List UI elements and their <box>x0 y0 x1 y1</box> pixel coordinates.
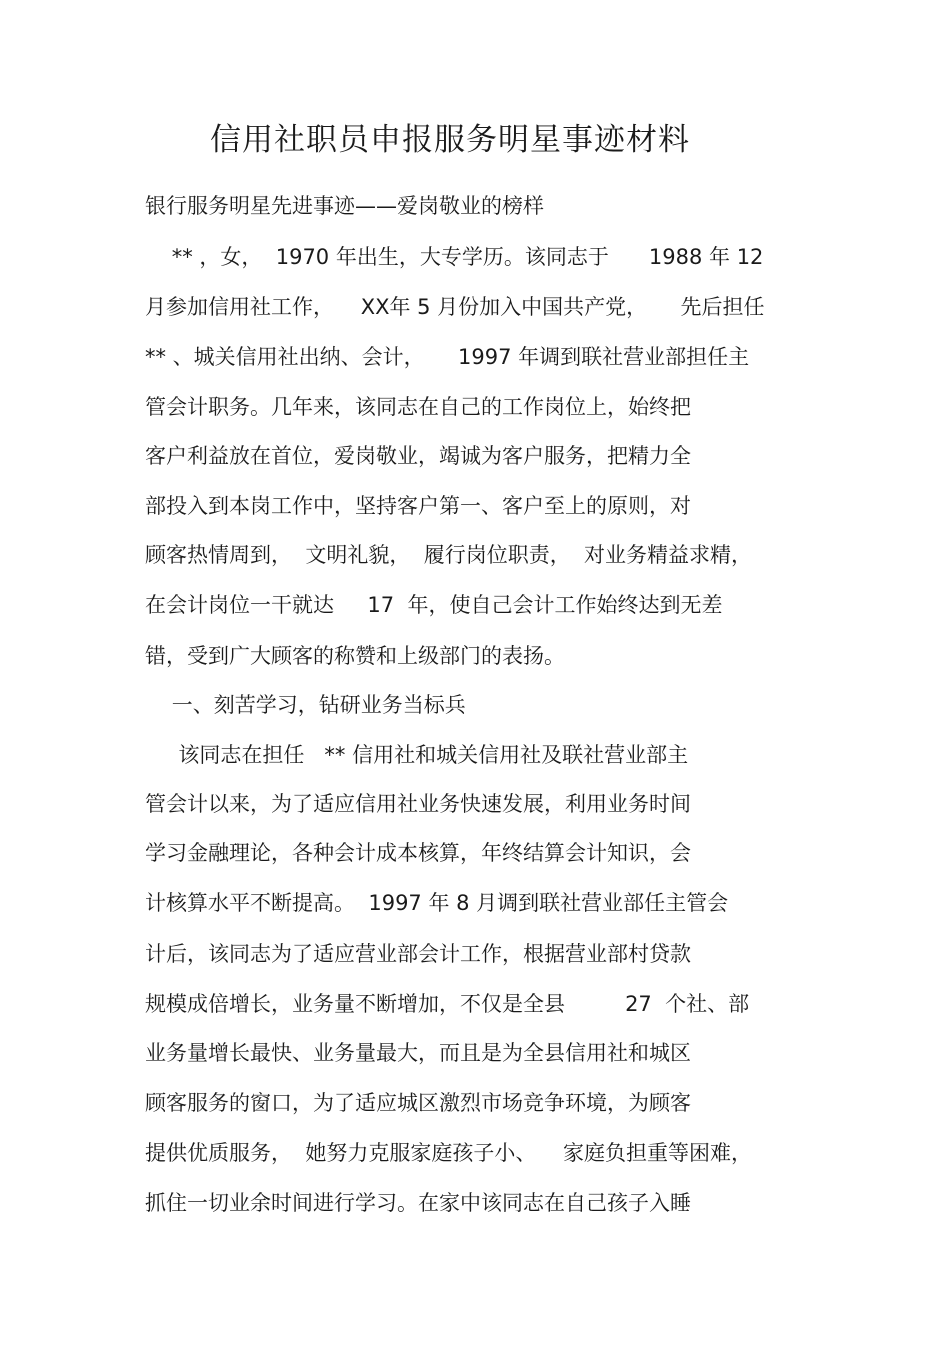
paragraph-line: 提供优质服务， 她努力克服家庭孩子小、 家庭负担重等困难， <box>145 1141 753 1165</box>
paragraph-line: ** ，女， 1970 年出生，大专学历。该同志于 1988 年 12 <box>145 245 764 269</box>
paragraph-line: 规模成倍增长，业务量不断增加，不仅是全县 27 个社、部 <box>145 992 750 1016</box>
paragraph-line: 在会计岗位一干就达 17 年，使自己会计工作始终达到无差 <box>145 593 723 617</box>
paragraph-line: 客户利益放在首位，爱岗敬业，竭诚为客户服务，把精力全 <box>145 444 691 468</box>
paragraph-line: 计后，该同志为了适应营业部会计工作，根据营业部村贷款 <box>145 942 691 966</box>
paragraph-line: ** 、城关信用社出纳、会计， 1997 年调到联社营业部担任主 <box>145 345 750 369</box>
paragraph-line: 该同志在担任 ** 信用社和城关信用社及联社营业部主 <box>145 743 689 767</box>
paragraph-line: 学习金融理论，各种会计成本核算，年终结算会计知识，会 <box>145 841 691 865</box>
paragraph-line: 计核算水平不断提高。 1997 年 8 月调到联社营业部任主管会 <box>145 891 729 915</box>
paragraph-line: 抓住一切业余时间进行学习。在家中该同志在自己孩子入睡 <box>145 1191 691 1215</box>
document-title: 信用社职员申报服务明星事迹材料 <box>210 122 690 158</box>
paragraph-line: 部投入到本岗工作中，坚持客户第一、客户至上的原则，对 <box>145 494 691 518</box>
paragraph-line: 银行服务明星先进事迹——爱岗敬业的榜样 <box>145 194 544 218</box>
paragraph-line: 顾客热情周到， 文明礼貌， 履行岗位职责， 对业务精益求精， <box>145 543 753 567</box>
paragraph-line: 管会计以来，为了适应信用社业务快速发展，利用业务时间 <box>145 792 691 816</box>
paragraph-line: 顾客服务的窗口，为了适应城区激烈市场竞争环境，为顾客 <box>145 1091 691 1115</box>
paragraph-line: 业务量增长最快、业务量最大，而且是为全县信用社和城区 <box>145 1041 691 1065</box>
paragraph-line: 管会计职务。几年来，该同志在自己的工作岗位上，始终把 <box>145 395 691 419</box>
section-heading: 一、刻苦学习，钻研业务当标兵 <box>145 693 466 717</box>
paragraph-line: 错，受到广大顾客的称赞和上级部门的表扬。 <box>145 644 565 668</box>
paragraph-line: 月参加信用社工作， XX年 5 月份加入中国共产党， 先后担任 <box>145 295 765 319</box>
